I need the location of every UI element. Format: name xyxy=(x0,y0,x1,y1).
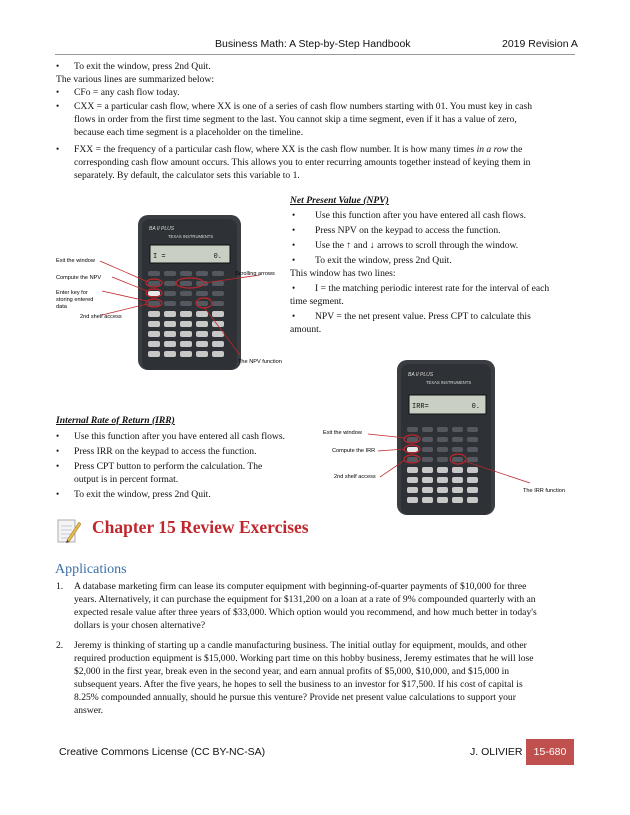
irr-bullet: To exit the window, press 2nd Quit. xyxy=(74,489,211,500)
exercise-line: dollars is your chosen alternative? xyxy=(74,620,206,631)
annotation-enter: data xyxy=(56,304,67,310)
exercise-line: required production equipment is $15,000. Working part time on this hobby business, Jeremy estimates that he will lose xyxy=(74,653,534,664)
calc-model: BA II PLUS xyxy=(408,372,434,378)
npv-bullet: Press NPV on the keypad to access the function. xyxy=(315,225,501,236)
exercise-line: $2,000 in the first year, break even in the second year, and earn annual profits of $5,000, $10,000, and $15,000 in xyxy=(74,666,510,677)
fxx-line: corresponding cash flow amount occurs. This allows you to enter recurring amounts together instead of keying them in xyxy=(74,157,531,168)
bullet: • xyxy=(56,446,60,456)
annotation-function: The NPV function xyxy=(238,359,282,365)
running-header-title: Business Math: A Step-by-Step Handbook xyxy=(215,38,411,50)
calc-display-value: 0. xyxy=(213,253,222,261)
npv-calculator-figure xyxy=(50,205,290,370)
exercise-line: years. Alternatively, it can purchase the equipment for $131,200 on a loan at a rate of 9% compounded quarterly with an xyxy=(74,594,536,605)
exercise-number: 1. xyxy=(56,581,64,592)
bullet: • xyxy=(292,240,296,250)
exercise-line: A database marketing firm can lease its computer equipment with beginning-of-quarter payments of $10,000 for three xyxy=(74,581,527,592)
exercise-line: answer. xyxy=(74,705,104,716)
bullet: • xyxy=(56,144,60,154)
npv-i-line: I = the matching periodic interest rate for the interval of each xyxy=(315,283,550,294)
calc-model: BA II PLUS xyxy=(149,226,175,232)
calc-display-value: 0. xyxy=(471,403,480,411)
cxx-line: flows in order from the first time segment to the last. You cannot skip a time segment, even if it has a value of zero, xyxy=(74,114,517,125)
cxx-line: CXX = a particular cash flow, where XX is one of a series of cash flow numbers starting with 01. You must key in cash xyxy=(74,101,532,112)
calc-keypad xyxy=(148,271,224,357)
annotation-exit: Exit the window xyxy=(323,430,362,436)
bullet: • xyxy=(56,61,60,71)
npv-bullet: Use this function after you have entered all cash flows. xyxy=(315,210,526,221)
bullet: • xyxy=(292,225,296,235)
fxx-line: separately. By default, the calculator sets this variable to 1. xyxy=(74,170,300,181)
npv-two-lines: This window has two lines: xyxy=(290,268,396,279)
header-rule xyxy=(55,54,575,55)
calc-brand: TEXAS INSTRUMENTS xyxy=(426,380,472,385)
bullet: • xyxy=(292,311,296,321)
npv-npv-line: amount. xyxy=(290,324,322,335)
bullet: • xyxy=(56,87,60,97)
bullet: • xyxy=(56,101,60,111)
exercise-line: 8.25% compounded annually, should he pursue this venture? Provide net present value calculations to support your xyxy=(74,692,516,703)
exercise-line: Jeremy is thinking of starting up a candle manufacturing business. The initial outlay for equipment, moulds, and other xyxy=(74,640,527,651)
exercise-line: expected resale value after three years of $33,000. Which option would you recommend, and how much better in today's xyxy=(74,607,537,618)
irr-heading: Internal Rate of Return (IRR) xyxy=(56,415,175,426)
bullet: • xyxy=(292,210,296,220)
chapter-title: Chapter 15 Review Exercises xyxy=(92,517,309,537)
bullet: • xyxy=(56,461,60,471)
irr-bullet: Press CPT button to perform the calculation. The xyxy=(74,461,263,472)
irr-bullet: Press IRR on the keypad to access the function. xyxy=(74,446,257,457)
npv-bullet: To exit the window, press 2nd Quit. xyxy=(315,255,452,266)
calc-brand: TEXAS INSTRUMENTS xyxy=(168,234,214,239)
annotation-compute: Compute the NPV xyxy=(56,275,102,281)
footer-author: J. OLIVIER xyxy=(470,746,523,758)
exercise-number: 2. xyxy=(56,640,64,651)
annotation-enter: storing entered xyxy=(56,297,94,303)
cf0-text: CFo = any cash flow today. xyxy=(74,87,180,98)
npv-heading: Net Present Value (NPV) xyxy=(290,195,389,206)
npv-npv-line: NPV = the net present value. Press CPT to calculate this xyxy=(315,311,531,322)
bullet: • xyxy=(292,283,296,293)
annotation-second: 2nd shelf access xyxy=(334,474,376,480)
annotation-scroll: Scrolling arrows xyxy=(235,271,275,277)
bullet: • xyxy=(292,255,296,265)
npv-bullet: Use the ↑ and ↓ arrows to scroll through the window. xyxy=(315,240,519,251)
annotation-enter: Enter key for xyxy=(56,290,88,296)
annotation-second: 2nd shelf access xyxy=(80,314,122,320)
irr-bullet: Use this function after you have entered all cash flows. xyxy=(74,431,285,442)
applications-heading: Applications xyxy=(55,562,127,577)
annotation-function: The IRR function xyxy=(523,488,565,494)
bullet: • xyxy=(56,489,60,499)
irr-calculator-figure xyxy=(320,355,605,515)
calc-display-label: I = xyxy=(153,253,166,261)
annotation-exit: Exit the window xyxy=(56,258,95,264)
bullet: • xyxy=(56,431,60,441)
annotation-compute: Compute the IRR xyxy=(332,448,376,454)
summary-intro: The various lines are summarized below: xyxy=(56,74,214,85)
exit-text: To exit the window, press 2nd Quit. xyxy=(74,61,211,72)
exercise-line: subsequent years. After the five years, he hopes to sell the business to an investor for $17,500. If his cost of capital is xyxy=(74,679,523,690)
fxx-line: FXX = the frequency of a particular cash flow, where XX is the cash flow number. It is how many times in a row the xyxy=(74,144,523,155)
npv-i-line: time segment. xyxy=(290,296,344,307)
footer-license: Creative Commons License (CC BY-NC-SA) xyxy=(59,746,266,758)
irr-bullet: output is in percent format. xyxy=(74,474,179,485)
calc-display-label: IRR= xyxy=(412,403,429,411)
running-header-revision: 2019 Revision A xyxy=(502,38,578,50)
notepad-pencil-icon xyxy=(55,516,83,546)
cxx-line: because each time segment is a placeholder on the timeline. xyxy=(74,127,304,138)
page-number-badge: 15-680 xyxy=(526,739,574,765)
